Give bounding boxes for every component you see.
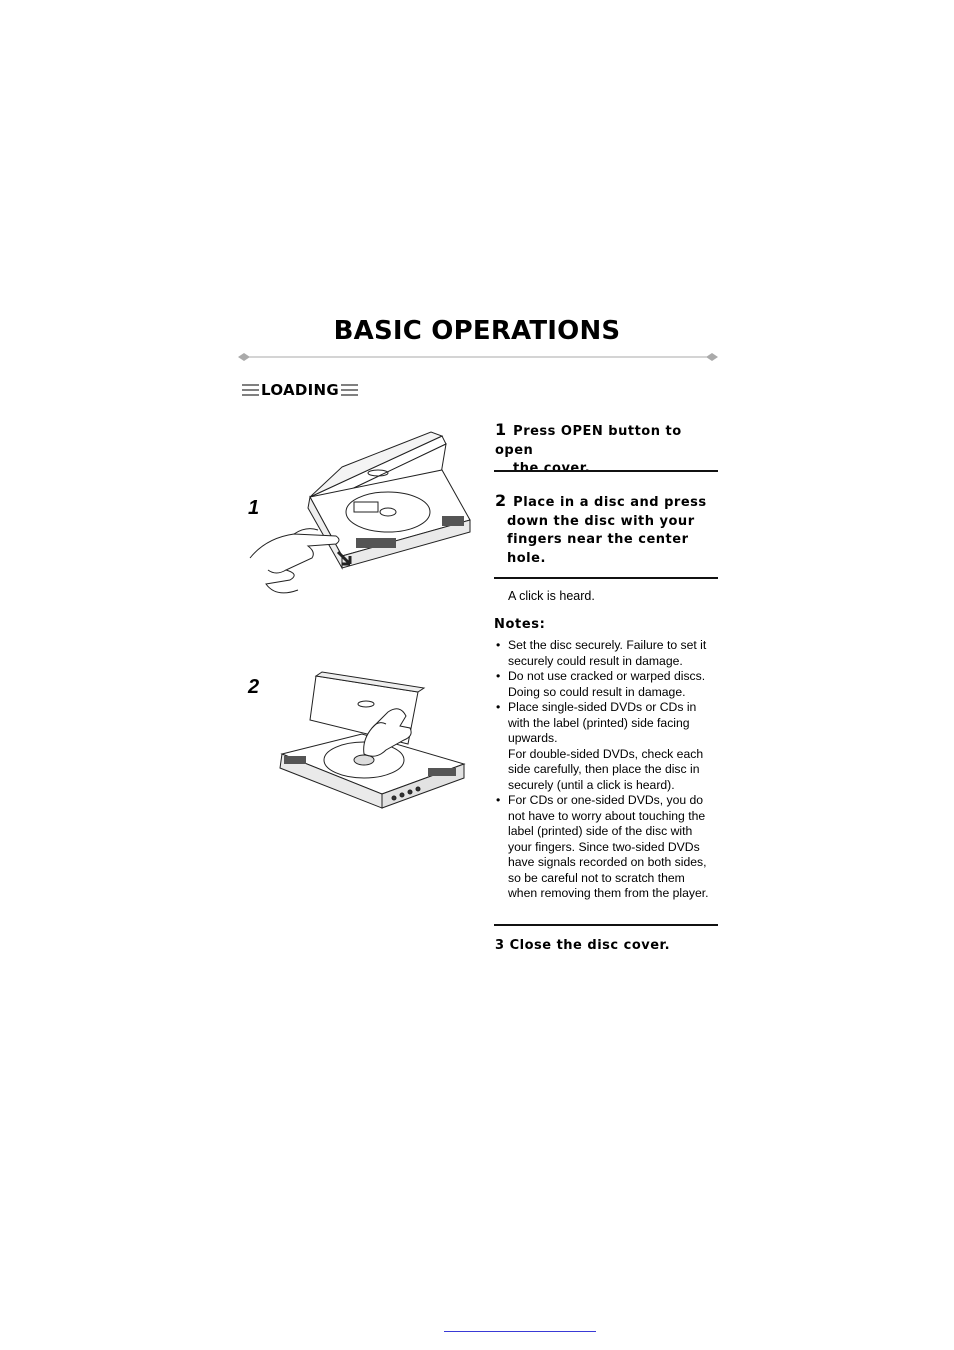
note-item	[496, 700, 724, 793]
note-line: For CDs or one-sided DVDs, you do	[508, 793, 704, 807]
step-1-line-1: Press OPEN button to open	[495, 424, 682, 458]
notes-heading: Notes:	[494, 617, 546, 632]
note-item	[496, 793, 724, 902]
step-2-line-2: down the disc with your	[507, 513, 695, 529]
note-item	[496, 638, 724, 669]
note-line: not have to worry about touching the	[508, 808, 706, 823]
step-divider	[494, 924, 718, 926]
bullet-icon: •	[496, 669, 501, 683]
note-item	[496, 669, 724, 700]
figure-place-disc	[268, 668, 468, 824]
page-title: BASIC OPERATIONS	[333, 316, 621, 346]
note-line: Do not use cracked or warped discs.	[508, 669, 706, 683]
step-3-instruction	[495, 937, 670, 956]
step-1-line-2: the cover.	[513, 461, 591, 476]
step-2-instruction	[495, 492, 720, 568]
step-3-text: Close the disc cover.	[509, 938, 671, 953]
note-line: For double-sided DVDs, check each	[508, 746, 704, 761]
note-line: Doing so could result in damage.	[508, 684, 686, 699]
note-line: with the label (printed) side facing	[508, 715, 690, 730]
footer-link-underline[interactable]	[444, 1331, 596, 1332]
bullet-icon: •	[496, 700, 501, 714]
step-divider	[494, 470, 718, 472]
figure-1-number: 1	[248, 497, 260, 519]
figure-2-number: 2	[248, 676, 260, 698]
note-line: have signals recorded on both sides,	[508, 855, 707, 869]
step-1-number: 1	[495, 420, 507, 439]
figure-open-cover	[246, 430, 476, 600]
diamond-icon	[238, 353, 250, 361]
note-line: securely (until a click is heard).	[508, 777, 675, 792]
bullet-icon: •	[496, 793, 501, 807]
note-line: so be careful not to scratch them	[508, 870, 685, 885]
bullet-icon: •	[496, 638, 501, 652]
step-2-line-1: Place in a disc and press	[513, 495, 707, 510]
note-line: when removing them from the player.	[508, 886, 709, 900]
note-line: Set the disc securely. Failure to set it	[508, 638, 707, 652]
step-3-number: 3	[495, 938, 505, 953]
note-line: label (printed) side of the disc with	[508, 824, 693, 838]
step-2-line-4: hole.	[507, 550, 546, 566]
step-2-number: 2	[495, 491, 507, 510]
diamond-icon	[706, 353, 718, 361]
note-line: securely could result in damage.	[508, 653, 683, 668]
step-divider	[494, 577, 718, 579]
triple-line-icon	[242, 383, 259, 397]
title-divider	[238, 350, 718, 364]
note-line: side carefully, then place the disc in	[508, 762, 700, 776]
note-line: upwards.	[508, 731, 558, 745]
section-heading	[242, 380, 358, 400]
notes-list	[496, 638, 724, 902]
triple-line-icon	[341, 383, 358, 397]
note-line: Place single-sided DVDs or CDs in	[508, 700, 697, 714]
step-2-line-3: fingers near the center	[507, 532, 689, 547]
section-heading-label: LOADING	[261, 381, 339, 399]
note-line: your fingers. Since two-sided DVDs	[508, 839, 700, 854]
step-2-result: A click is heard.	[508, 589, 595, 603]
